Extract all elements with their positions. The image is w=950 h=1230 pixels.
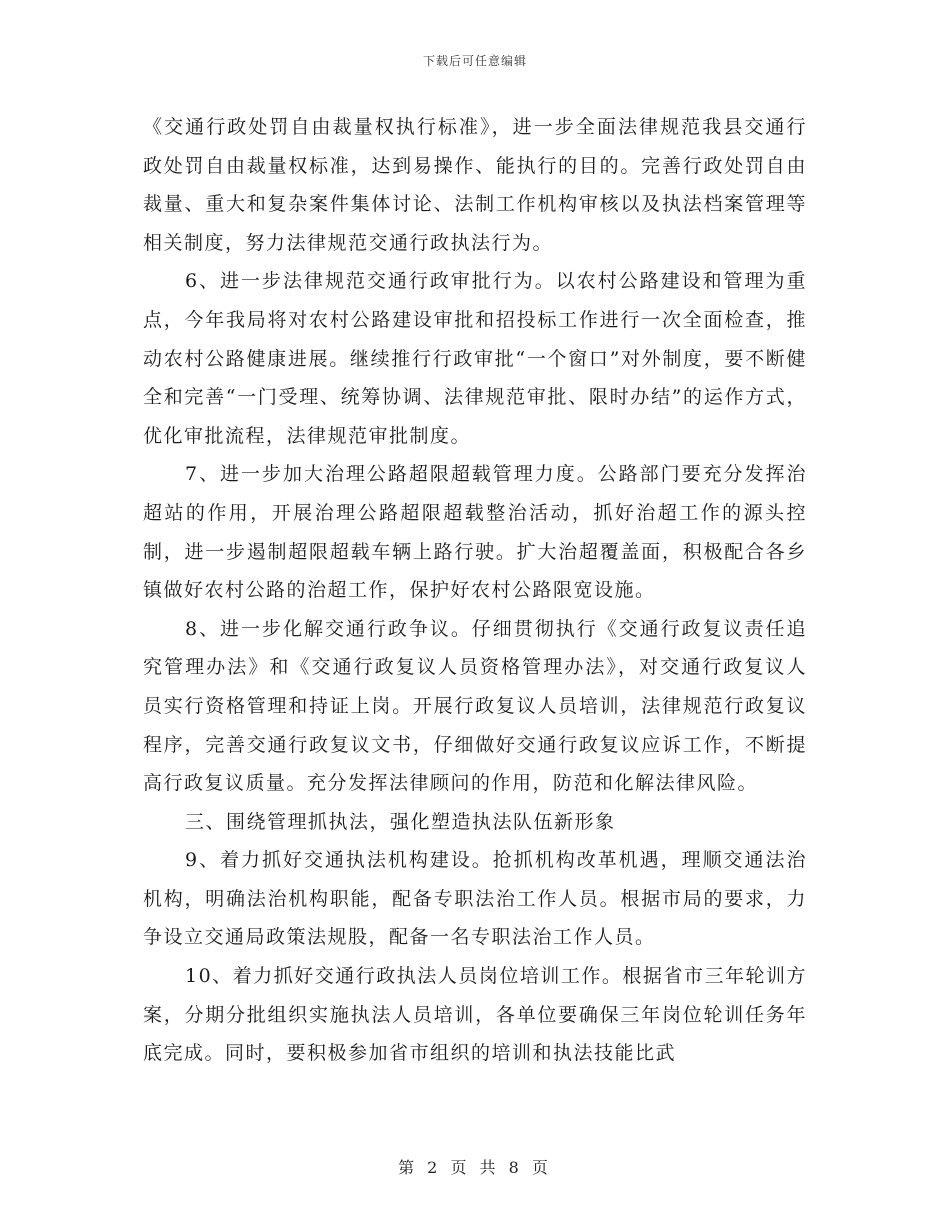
paragraph-item-9: 9、着力抓好交通执法机构建设。抢抓机构改革机遇，理顺交通法治机构，明确法治机构职能，配备专职法治工作人员。根据市局的要求，力争设立交通局政策法规股，配备一名专职法治工作人员。 — [143, 849, 807, 949]
page-header-note: 下载后可任意编辑 — [422, 54, 527, 68]
paragraph-item-6: 6、进一步法律规范交通行政审批行为。以农村公路建设和管理为重点，今年我局将对农村公路建设审批和招投标工作进行一次全面检查，推动农村公路健康进展。继续推行行政审批“一个窗口”对外制度，要不断健全和完善“一门受理、统筹协调、法律规范审批、限时办结”的运作方式，优化审批流程，法律规范审批制度。 — [143, 270, 807, 447]
paragraph-continuation: 《交通行政处罚自由裁量权执行标准》，进一步全面法律规范我县交通行政处罚自由裁量权标准，达到易操作、能执行的目的。完善行政处罚自由裁量、重大和复杂案件集体讨论、法制工作机构审核以及执法档案管理等相关制度，努力法律规范交通行政执法行为。 — [143, 116, 807, 254]
document-body — [143, 108, 807, 1073]
paragraph-item-8: 8、进一步化解交通行政争议。仔细贯彻执行《交通行政复议责任追究管理办法》和《交通行政复议人员资格管理办法》，对交通行政复议人员实行资格管理和持证上岗。开展行政复议人员培训，法律规范行政复议程序，完善交通行政复议文书，仔细做好交通行政复议应诉工作，不断提高行政复议质量。充分发挥法律顾问的作用，防范和化解法律风险。 — [143, 617, 807, 795]
paragraph-item-7: 7、进一步加大治理公路超限超载管理力度。公路部门要充分发挥治超站的作用，开展治理公路超限超载整治活动，抓好治超工作的源头控制，进一步遏制超限超载车辆上路行驶。扩大治超覆盖面，积极配合各乡镇做好农村公路的治超工作，保护好农村公路限宽设施。 — [143, 463, 807, 602]
page-number-footer: 第 2 页 共 8 页 — [398, 1158, 552, 1177]
section-heading-3: 三、围绕管理抓执法，强化塑造执法队伍新形象 — [185, 810, 616, 833]
paragraph-item-10: 10、着力抓好交通行政执法人员岗位培训工作。根据省市三年轮训方案，分期分批组织实施执法人员培训，各单位要确保三年岗位轮训任务年底完成。同时，要积极参加省市组织的培训和执法技能比武 — [143, 965, 807, 1065]
